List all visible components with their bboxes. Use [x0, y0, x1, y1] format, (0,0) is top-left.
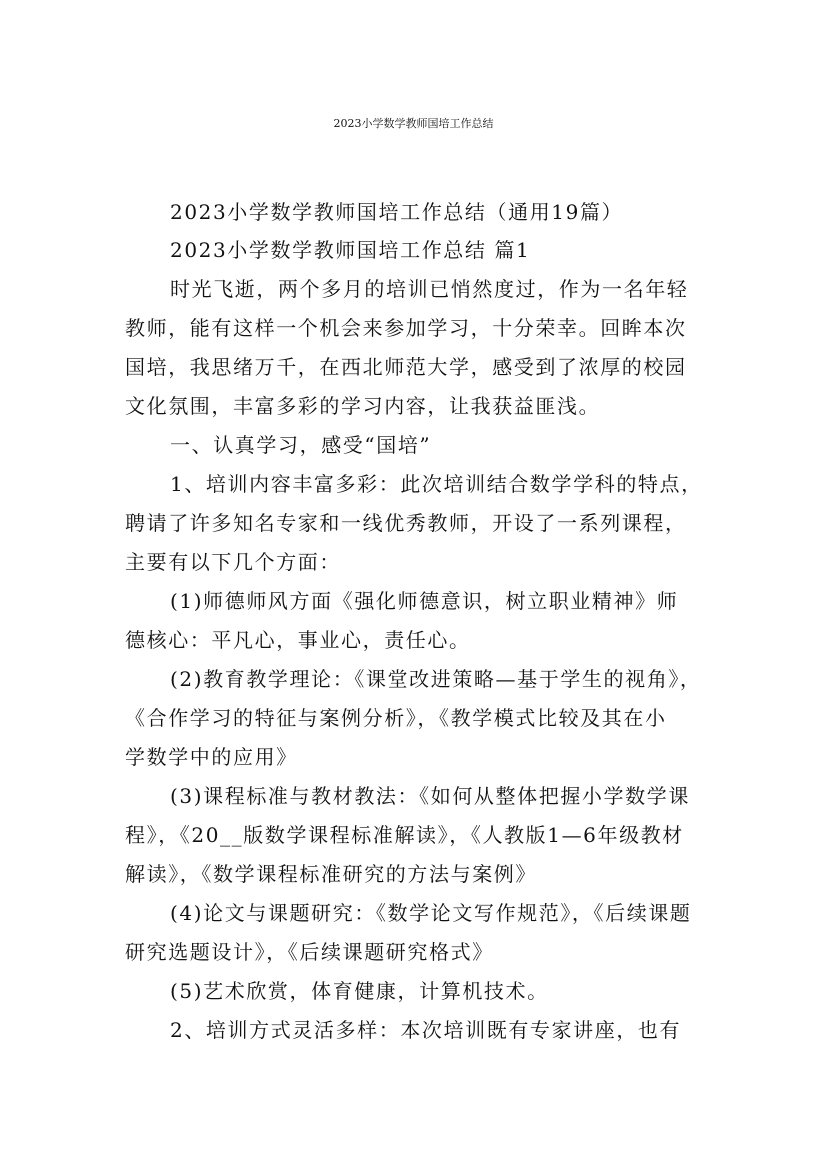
- document-title: 2023小学数学教师国培工作总结: [333, 117, 494, 130]
- paragraph-line: 1、培训内容丰富多彩：此次培训结合数学学科的特点，: [170, 472, 703, 496]
- paragraph-line: 时光飞逝，两个多月的培训已悄然度过，作为一名年轻: [170, 277, 689, 301]
- list-item-line: (3)课程标准与教材教法：《如何从整体把握小学数学课: [170, 784, 690, 808]
- section-heading: 一、认真学习，感受“国培”: [170, 433, 432, 457]
- list-item-line: (2)教育教学理论：《课堂改进策略—基于学生的视角》，: [170, 667, 702, 691]
- list-item-line: 《合作学习的特征与案例分析》，《教学模式比较及其在小: [125, 706, 667, 730]
- list-item-line: 程》，《20__版数学课程标准解读》，《人教版1—6年级教材: [125, 823, 684, 847]
- paragraph-line: 文化氛围，丰富多彩的学习内容，让我获益匪浅。: [125, 394, 601, 418]
- list-item-line: (4)论文与课题研究：《数学论文写作规范》，《后续课题: [170, 901, 692, 925]
- paragraph-line: 教师，能有这样一个机会来参加学习，十分荣幸。回眸本次: [125, 316, 687, 340]
- list-item-line: 学数学中的应用》: [125, 745, 298, 769]
- section-heading: 2023小学数学教师国培工作总结 篇1: [170, 238, 531, 262]
- list-item-line: 解读》，《数学课程标准研究的方法与案例》: [125, 862, 537, 886]
- list-item-line: (1)师德师风方面《强化师德意识，树立职业精神》师: [170, 589, 679, 613]
- paragraph-line: 国培，我思绪万千，在西北师范大学，感受到了浓厚的校园: [125, 355, 687, 379]
- paragraph-line: 2、培训方式灵活多样：本次培训既有专家讲座，也有: [170, 1018, 682, 1042]
- list-item-line: 研究选题设计》，《后续课题研究格式》: [125, 940, 494, 964]
- paragraph-line: 主要有以下几个方面：: [125, 550, 341, 574]
- subtitle-line: 2023小学数学教师国培工作总结（通用19篇）: [170, 200, 624, 224]
- paragraph-line: 聘请了许多知名专家和一线优秀教师，开设了一系列课程，: [125, 511, 687, 535]
- list-item-line: 德核心：平凡心，事业心，责任心。: [125, 628, 471, 652]
- list-item-line: (5)艺术欣赏，体育健康，计算机技术。: [170, 979, 549, 1003]
